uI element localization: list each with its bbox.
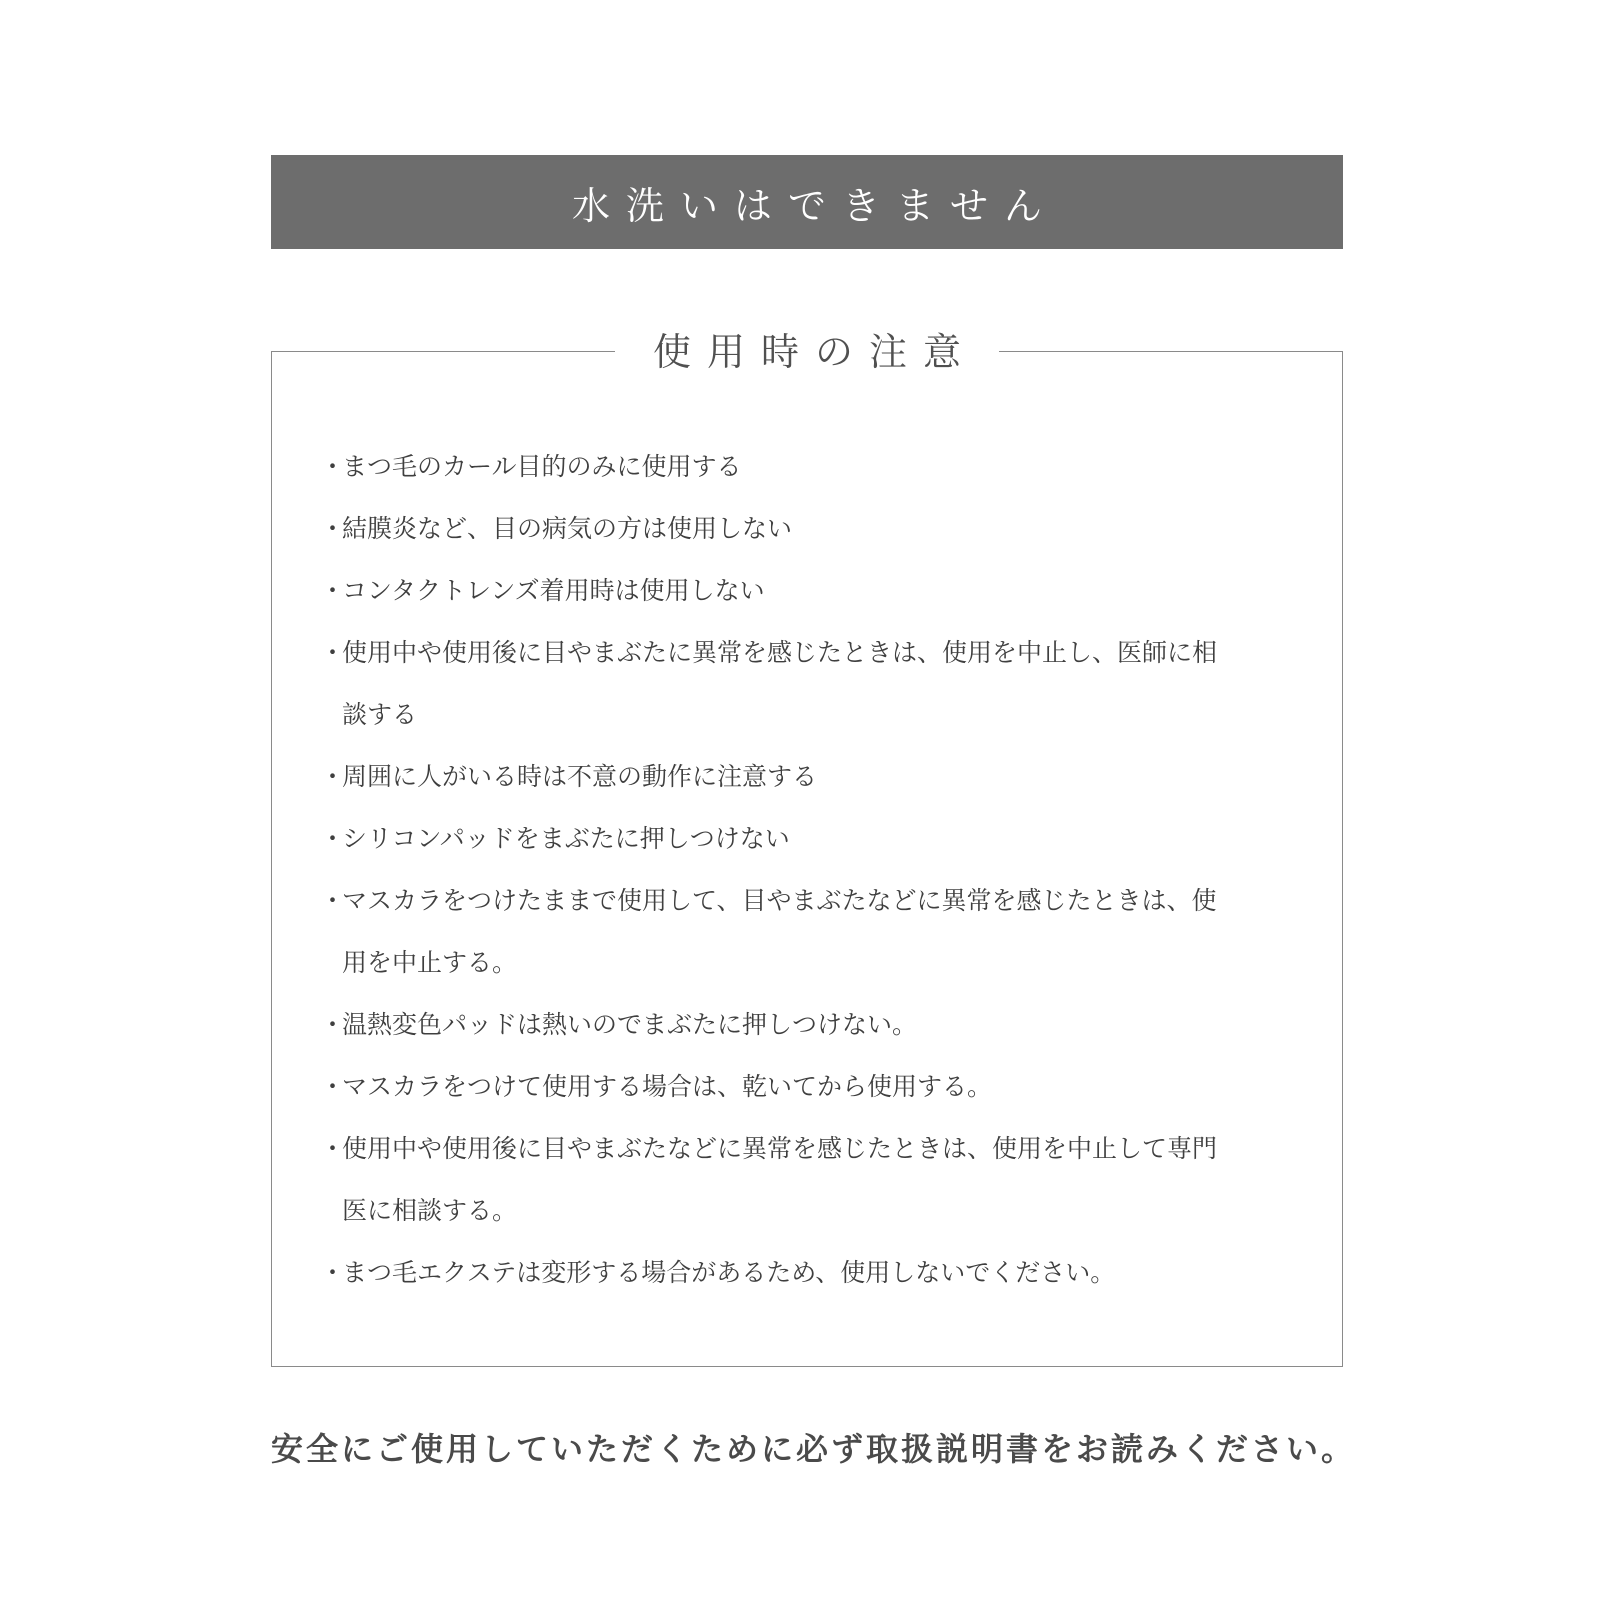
caution-item: [320, 1056, 1320, 1118]
bullet-mark: ・: [320, 1010, 346, 1039]
caution-item: [320, 622, 1320, 746]
bullet-mark: ・: [320, 762, 346, 791]
bullet-mark: ・: [320, 514, 346, 543]
caution-item-line: マスカラをつけて使用する場合は、乾いてから使用する。: [342, 1072, 993, 1101]
caution-item-line: 周囲に人がいる時は不意の動作に注意する: [342, 762, 818, 791]
caution-item-line: 用を中止する。: [342, 948, 518, 977]
caution-item: [320, 1242, 1320, 1304]
usage-caution-title: 使用時の注意: [615, 322, 999, 382]
caution-list: [320, 436, 1320, 1304]
bullet-mark: ・: [320, 638, 346, 667]
caution-item-line: まつ毛のカール目的のみに使用する: [342, 452, 742, 481]
bullet-mark: ・: [320, 886, 346, 915]
caution-item-line: シリコンパッドをまぶたに押しつけない: [342, 824, 790, 853]
caution-item-line: 談する: [342, 700, 418, 729]
caution-item: [320, 1118, 1320, 1242]
caution-item: [320, 498, 1320, 560]
caution-item-line: コンタクトレンズ着用時は使用しない: [342, 576, 765, 605]
caution-item-line: 医に相談する。: [342, 1196, 518, 1225]
bullet-mark: ・: [320, 1258, 346, 1287]
caution-item: [320, 808, 1320, 870]
bullet-mark: ・: [320, 1072, 346, 1101]
manual-reading-note: 安全にご使用していただくために必ず取扱説明書をお読みください。: [271, 1430, 1357, 1468]
caution-item-line: 結膜炎など、目の病気の方は使用しない: [342, 514, 793, 543]
caution-item-line: 温熱変色パッドは熱いのでまぶたに押しつけない。: [342, 1010, 918, 1039]
bullet-mark: ・: [320, 824, 346, 853]
caution-item-line: 使用中や使用後に目やまぶたに異常を感じたときは、使用を中止し、医師に相: [342, 638, 1218, 667]
caution-item-line: まつ毛エクステは変形する場合があるため、使用しないでください。: [342, 1258, 1116, 1287]
caution-item: [320, 560, 1320, 622]
caution-item: [320, 994, 1320, 1056]
caution-item: [320, 870, 1320, 994]
caution-item: [320, 436, 1320, 498]
bullet-mark: ・: [320, 576, 346, 605]
bullet-mark: ・: [320, 1134, 346, 1163]
caution-item-line: 使用中や使用後に目やまぶたなどに異常を感じたときは、使用を中止して専門: [342, 1134, 1218, 1163]
caution-item: [320, 746, 1320, 808]
washing-warning-banner: [271, 155, 1343, 249]
bullet-mark: ・: [320, 452, 346, 481]
caution-item-line: マスカラをつけたままで使用して、目やまぶたなどに異常を感じたときは、使: [342, 886, 1217, 915]
washing-warning-text: 水洗いはできません: [571, 183, 1058, 228]
usage-caution-box: [271, 330, 1343, 1367]
